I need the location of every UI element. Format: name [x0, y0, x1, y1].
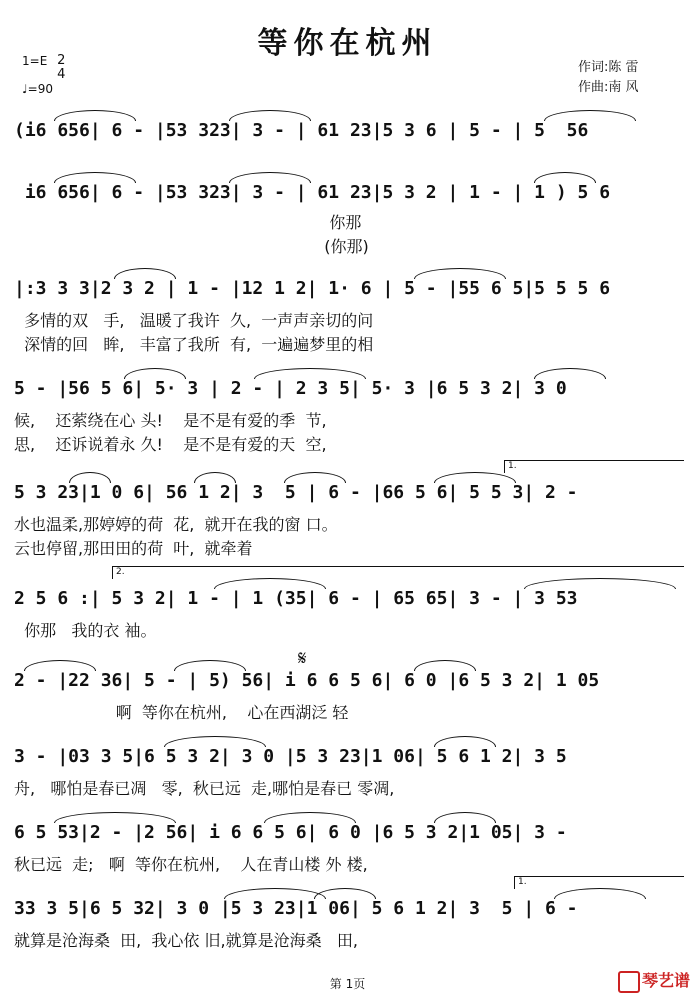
lyric-line: 云也停留,那田田的荷 叶, 就牵着: [14, 539, 253, 558]
meter-bottom: 4: [57, 67, 66, 82]
lyric-line: 啊 等你在杭州, 心在西湖泛 轻: [14, 703, 349, 722]
slur: [264, 812, 356, 823]
slur: [524, 578, 676, 589]
segno-sign: 𝄋: [298, 646, 307, 670]
slur: [434, 736, 496, 747]
lyric-line: 舟, 哪怕是春已凋 零, 秋已远 走,哪怕是春已 零凋,: [14, 779, 395, 798]
notation-line: |:3 3 3|2 3 2 | 1 - |12 1 2| 1· 6 | 5 - |55 6 5|5 5 5 6: [14, 278, 611, 299]
key-and-tempo: [22, 54, 65, 96]
notation-line: 5 - |56 5 6| 5· 3 | 2 - | 2 3 5| 5· 3 |6 5 3 2| 3 0: [14, 378, 567, 399]
tempo-marking: ♩=90: [22, 82, 53, 96]
key-signature: 1=E: [22, 54, 48, 68]
slur: [434, 472, 516, 483]
lyric-line: 秋已远 走; 啊 等你在杭州, 人在青山楼 外 楼,: [14, 855, 368, 874]
logo-icon: [618, 971, 640, 993]
slur: [554, 888, 646, 899]
lyric-line: 就算是沧海桑 田, 我心依 旧,就算是沧海桑 田,: [14, 931, 358, 950]
slur: [164, 736, 266, 747]
slur: [54, 812, 176, 823]
slur: [54, 110, 136, 121]
slur: [534, 172, 596, 183]
logo-text: 琴艺谱: [642, 971, 691, 990]
site-logo: [618, 968, 690, 993]
composer-credit: 作曲:南 风: [578, 80, 639, 95]
slur: [24, 660, 96, 671]
slur: [229, 172, 311, 183]
notation-line: i6 656| 6 - |53 323| 3 - | 61 23|5 3 2 | 1 - | 1 ) 5 6: [14, 182, 611, 203]
slur: [174, 660, 246, 671]
slur: [124, 368, 186, 379]
lyric-line: 思, 还诉说着永 久! 是不是有爱的天 空,: [14, 435, 327, 454]
slur: [434, 812, 496, 823]
lyric-line: 多情的双 手, 温暖了我许 久, 一声声亲切的问: [14, 311, 374, 330]
slur: [544, 110, 636, 121]
lyric-line: 候, 还萦绕在心 头! 是不是有爱的季 节,: [14, 411, 327, 430]
notation-line: 5 3 23|1 0 6| 56 1 2| 3 5 | 6 - |66 5 6| 5 5 3| 2 -: [14, 482, 578, 503]
slur: [284, 472, 346, 483]
notation-line: 6 5 53|2 - |2 56| i 6 6 5 6| 6 0 |6 5 3 2|1 05| 3 -: [14, 822, 567, 843]
slur: [114, 268, 176, 279]
volta-bracket-3: 1.: [514, 876, 684, 889]
notation-line: 2 5 6 :| 5 3 2| 1 - | 1 (35| 6 - | 65 65| 3 - | 3 53: [14, 588, 578, 609]
slur: [54, 172, 136, 183]
lyric-line: (你那): [14, 237, 369, 256]
time-signature: [57, 54, 65, 82]
slur: [229, 110, 311, 121]
lyric-line: 你那: [14, 213, 362, 232]
volta-bracket-2: 2.: [112, 566, 684, 579]
slur: [194, 472, 236, 483]
slur: [414, 268, 506, 279]
slur: [224, 888, 326, 899]
lyricist-credit: 作词:陈 雷: [578, 60, 639, 75]
notation-line: (i6 656| 6 - |53 323| 3 - | 61 23|5 3 6 | 5 - | 5 56: [14, 120, 589, 141]
volta-bracket-1: 1.: [504, 460, 684, 473]
slur: [314, 888, 376, 899]
lyric-line: 深情的回 眸, 丰富了我所 有, 一遍遍梦里的相: [14, 335, 374, 354]
notation-line: 33 3 5|6 5 32| 3 0 |5 3 23|1 06| 5 6 1 2| 3 5 | 6 -: [14, 898, 578, 919]
slur: [534, 368, 606, 379]
lyric-line: 你那 我的衣 袖。: [14, 621, 157, 640]
lyric-line: 水也温柔,那婷婷的荷 花, 就开在我的窗 口。: [14, 515, 338, 534]
notation-line: 2 - |22 36| 5 - | 5) 56| i 6 6 5 6| 6 0 |6 5 3 2| 1 05: [14, 670, 600, 691]
credits: [578, 58, 639, 98]
meter-top: 2: [57, 53, 66, 68]
slur: [414, 660, 476, 671]
slur: [214, 578, 326, 589]
slur: [69, 472, 111, 483]
song-title: 等你在杭州: [257, 26, 438, 61]
page-number: 第 1页: [329, 977, 366, 991]
slur: [254, 368, 366, 379]
notation-line: 3 - |03 3 5|6 5 3 2| 3 0 |5 3 23|1 06| 5 6 1 2| 3 5: [14, 746, 567, 767]
